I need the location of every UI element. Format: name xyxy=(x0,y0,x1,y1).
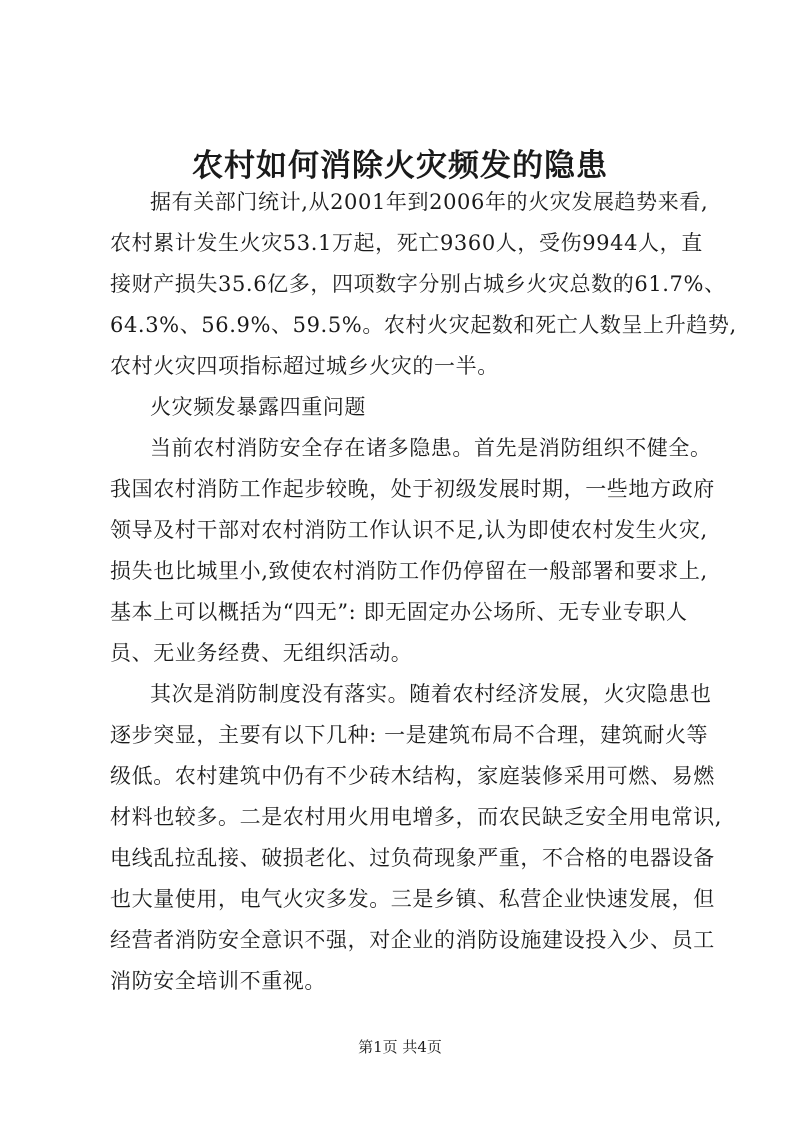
paragraph-4-line-6: 也大量使用，电气火灾多发。三是乡镇、私营企业快速发展，但 xyxy=(110,887,715,911)
paragraph-4-line-5: 电线乱拉乱接、破损老化、过负荷现象严重，不合格的电器设备 xyxy=(110,846,715,870)
paragraph-3-line-5: 基本上可以概括为“四无”: 即无固定办公场所、无专业专职人 xyxy=(110,600,688,624)
paragraph-3-line-6: 员、无业务经费、无组织活动。 xyxy=(110,641,413,665)
paragraph-1-line-1: 据有关部门统计,从2001年到2006年的火灾发展趋势来看, xyxy=(150,190,709,214)
paragraph-1-line-2: 农村累计发生火灾53.1万起，死亡9360人，受伤9944人，直 xyxy=(110,231,703,255)
paragraph-3-line-4: 损失也比城里小,致使农村消防工作仍停留在一般部署和要求上, xyxy=(110,559,708,583)
paragraph-4-line-7: 经营者消防安全意识不强，对企业的消防设施建设投入少、员工 xyxy=(110,928,715,952)
paragraph-3-line-1: 当前农村消防安全存在诸多隐患。首先是消防组织不健全。 xyxy=(150,436,712,460)
paragraph-4-line-3: 级低。农村建筑中仍有不少砖木结构，家庭装修采用可燃、易燃 xyxy=(110,764,715,788)
paragraph-4-line-8: 消防安全培训不重视。 xyxy=(110,969,326,993)
paragraph-4-line-1: 其次是消防制度没有落实。随着农村经济发展，火灾隐患也 xyxy=(150,682,712,706)
paragraph-3-line-2: 我国农村消防工作起步较晚，处于初级发展时期，一些地方政府 xyxy=(110,477,715,501)
paragraph-1-line-4: 64.3%、56.9%、59.5%。农村火灾起数和死亡人数呈上升趋势, xyxy=(110,313,737,337)
paragraph-4-line-2: 逐步突显，主要有以下几种: 一是建筑布局不合理，建筑耐火等 xyxy=(110,723,709,747)
paragraph-1-line-3: 接财产损失35.6亿多，四项数字分别占城乡火灾总数的61.7%、 xyxy=(110,272,726,296)
paragraph-4-line-4: 材料也较多。二是农村用火用电增多，而农民缺乏安全用电常识, xyxy=(110,805,723,829)
page-footer: 第1页 共4页 xyxy=(358,1038,442,1056)
page-title: 农村如何消除火灾频发的隐患 xyxy=(192,148,608,184)
paragraph-3-line-3: 领导及村干部对农村消防工作认识不足,认为即使农村发生火灾, xyxy=(110,518,708,542)
paragraph-1-line-5: 农村火灾四项指标超过城乡火灾的一半。 xyxy=(110,354,499,378)
section-heading: 火灾频发暴露四重问题 xyxy=(150,395,366,419)
